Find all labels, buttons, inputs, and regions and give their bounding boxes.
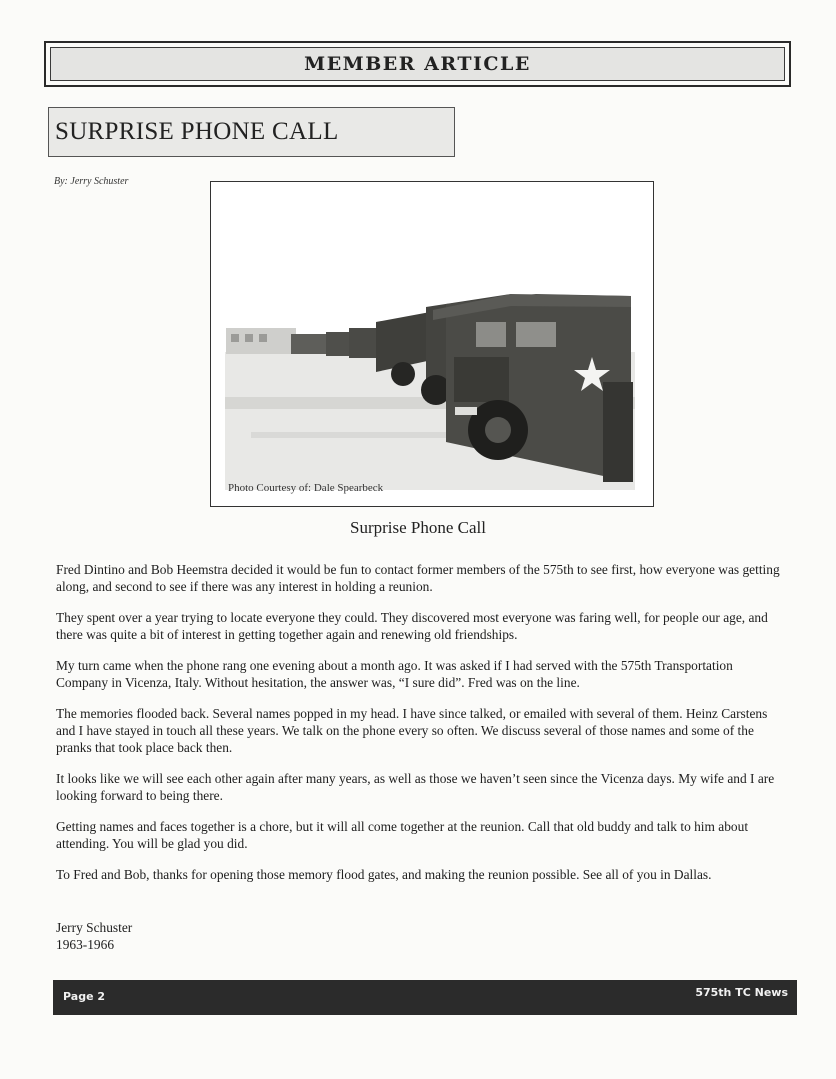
article-title-box: [48, 107, 455, 157]
photo-credit: Photo Courtesy of: Dale Spearbeck: [228, 482, 384, 494]
paragraph: The memories flooded back. Several names popped in my head. I have since talked, or emailed with several of them. Heinz Carstens and I have stayed in touch all these years. We talk on the phone every so often. We discuss several of those names and some of the pranks that took place back then.: [56, 706, 768, 755]
paragraph: To Fred and Bob, thanks for opening those memory flood gates, and making the reunion possible. See all of you in Dallas.: [56, 867, 712, 882]
signature-block: [56, 919, 132, 953]
article-body: [56, 561, 784, 897]
signature-name: Jerry Schuster: [56, 920, 133, 935]
publication-name: 575th TC News: [695, 986, 788, 999]
article-title: SURPRISE PHONE CALL: [55, 118, 339, 145]
paragraph: Getting names and faces together is a chore, but it will all come together at the reunion. Call that old buddy and talk to him about attending. You will be glad you did.: [56, 819, 749, 851]
photo-caption: Surprise Phone Call: [350, 518, 486, 537]
paragraph: It looks like we will see each other again after many years, as well as those we haven’t seen since the Vicenza days. My wife and I are looking forward to being there.: [56, 771, 775, 803]
military-trucks-photo: [211, 182, 653, 506]
article-photo: [210, 181, 654, 507]
article-byline: By: Jerry Schuster: [54, 176, 129, 187]
paragraph: My turn came when the phone rang one evening about a month ago. It was asked if I had served with the 575th Transportation Company in Vicenza, Italy. Without hesitation, the answer was, “I sure did”. Fred was on the line.: [56, 658, 733, 690]
section-label: MEMBER ARTICLE: [304, 53, 531, 75]
page-number: Page 2: [63, 990, 106, 1003]
paragraph: Fred Dintino and Bob Heemstra decided it would be fun to contact former members of the 575th to see first, how everyone was getting along, and second to see if there was any interest in holding a reunion.: [56, 562, 780, 594]
page-footer: [53, 980, 797, 1015]
signature-years: 1963-1966: [56, 937, 115, 952]
section-banner: [44, 41, 791, 87]
section-banner-inner: [50, 47, 785, 81]
paragraph: They spent over a year trying to locate everyone they could. They discovered most everyone was faring well, for people our age, and there was quite a bit of interest in getting together again and renewing old friendships.: [56, 610, 768, 642]
